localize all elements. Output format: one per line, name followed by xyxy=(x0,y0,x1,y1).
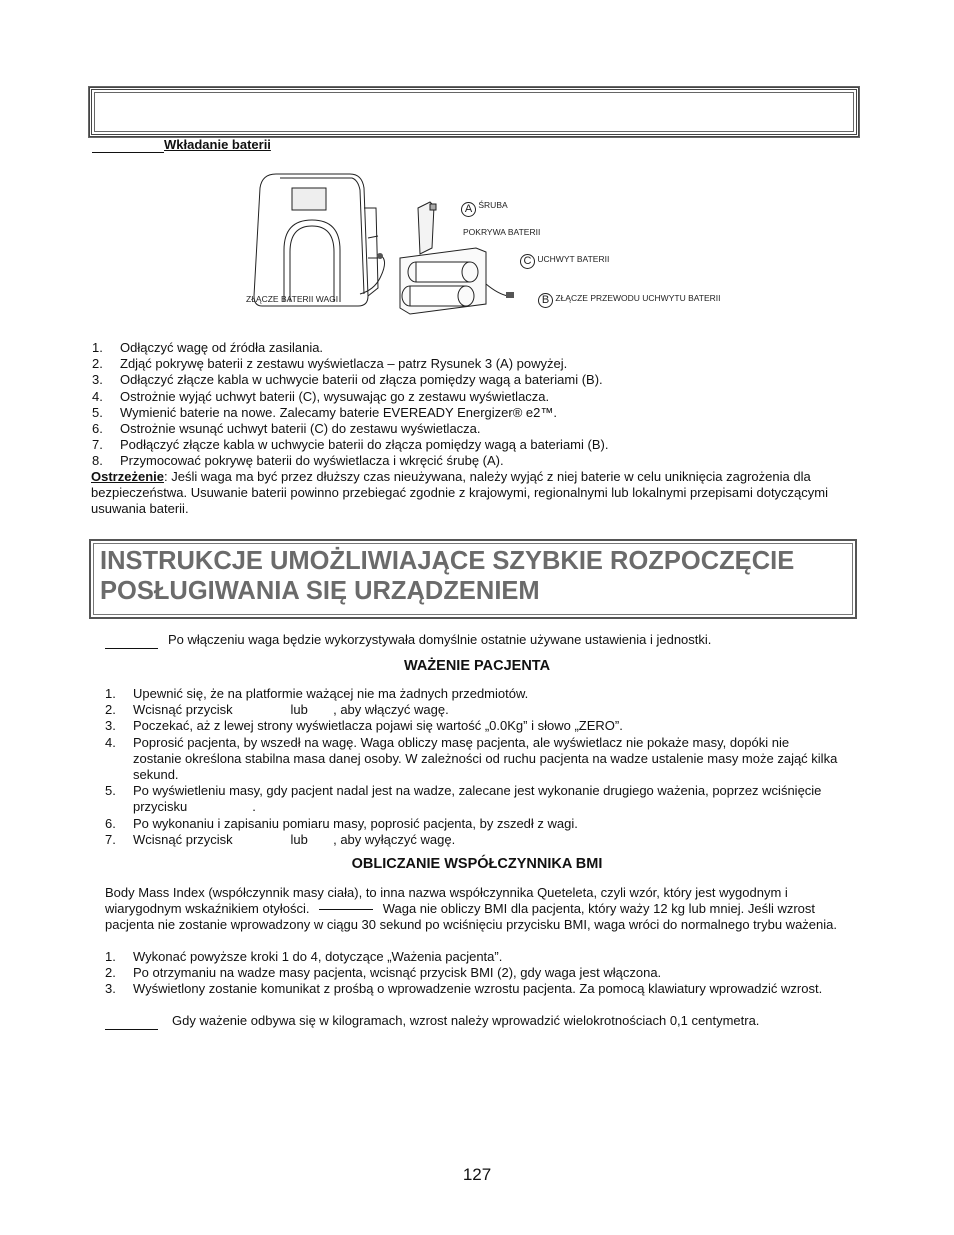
holder-connector xyxy=(506,292,514,298)
list-item: 3. Poczekać, aż z lewej strony wyświetlacza pojawi się wartość „0.0Kg” i słowo „ZERO”. xyxy=(105,718,623,734)
label-b-group xyxy=(538,293,721,308)
note-rule xyxy=(105,1029,158,1030)
label-a-group xyxy=(461,202,508,217)
label-scale-connector: ZŁĄCZE BATERII WAGI xyxy=(246,294,339,304)
bmi-steps xyxy=(105,949,840,998)
list-item: 4. Ostrożnie wyjąć uchwyt baterii (C), wysuwając go z zestawu wyświetlacza. xyxy=(92,388,550,404)
title-line-2: POSŁUGIWANIA SIĘ URZĄDZENIEM xyxy=(100,577,540,605)
display-unit-drawing xyxy=(254,174,379,306)
weighing-steps xyxy=(105,686,840,848)
note-rule-inline xyxy=(319,909,373,910)
label-screw: ŚRUBA xyxy=(478,200,508,210)
battery-steps xyxy=(92,340,852,470)
note-1: Po włączeniu waga będzie wykorzystywała domyślnie ostatnie używane ustawienia i jednostki. xyxy=(168,632,712,647)
holder-cable xyxy=(486,284,508,296)
marker-c: C xyxy=(520,254,535,269)
list-item: 6. Po wykonaniu i zapisaniu pomiaru masy, poprosić pacjenta, by zszedł z wagi. xyxy=(105,815,578,831)
bmi-intro xyxy=(105,885,840,934)
list-item: 7. Wcisnąć przycisk lub , aby wyłączyć wagę. xyxy=(105,831,456,847)
list-item: 4. Poprosić pacjenta, by wszedł na wagę. Waga obliczy masę pacjenta, ale wyświetlacz nie pokaże masy, dopóki nie zostanie określona stabilna masa danej osoby. W zależności od ruchu pacjenta na wadze ustalenie masy może zająć kilka sekund. xyxy=(105,734,838,783)
list-item: 2. Zdjąć pokrywę baterii z zestawu wyświetlacza – patrz Rysunek 3 (A) powyżej. xyxy=(92,356,568,372)
list-item: 6. Ostrożnie wsunąć uchwyt baterii (C) do zestawu wyświetlacza. xyxy=(92,421,481,437)
warning-label: Ostrzeżenie xyxy=(91,469,164,484)
label-cover: POKRYWA BATERII xyxy=(463,227,541,237)
bmi-heading: OBLICZANIE WSPÓŁCZYNNIKA BMI xyxy=(351,856,603,872)
list-item: 5. Wymienić baterie na nowe. Zalecamy baterie EVEREADY Energizer® e2™. xyxy=(92,404,557,420)
label-holder: UCHWYT BATERII xyxy=(537,254,610,264)
list-item: 8. Przymocować pokrywę baterii do wyświetlacza i wkręcić śrubę (A). xyxy=(92,453,504,469)
list-item: 1. Upewnić się, że na platformie ważącej nie ma żadnych przedmiotów. xyxy=(105,686,529,701)
warning-paragraph xyxy=(91,469,853,518)
list-item: 3. Wyświetlony zostanie komunikat z prośbą o wprowadzenie wzrostu pacjenta. Za pomocą klawiatury wprowadzić wzrost. xyxy=(105,981,823,997)
battery-holder-drawing xyxy=(400,248,486,314)
title-line-1: INSTRUKCJE UMOŻLIWIAJĄCE SZYBKIE ROZPOCZĘCIE xyxy=(100,547,795,575)
battery-cover-drawing xyxy=(418,202,436,254)
bmi-intro-a: Body Mass Index (współczynnik masy ciała), to inna nazwa współczynnika Queteleta, czyli wzór, który jest wygodnym i wiarygodnym wskaźnikiem otyłości. xyxy=(105,885,788,917)
label-c-group xyxy=(520,254,609,269)
list-item: 5. Po wyświetleniu masy, gdy pacjent nadal jest na wadze, zalecane jest wykonanie drugiego ważenia, poprzez wciśnięcie przycisku . xyxy=(105,783,826,815)
bmi-intro-b: Waga nie obliczy BMI dla pacjenta, który waży 12 kg lub mniej. Jeśli wzrost pacjenta nie zostanie wprowadzony w ciągu 30 sekund po wciśnięciu przycisku BMI, waga wróci do normalnego trybu ważenia. xyxy=(105,901,837,933)
note-rule xyxy=(105,648,158,649)
label-cable-connector: ZŁĄCZE PRZEWODU UCHWYTU BATERII xyxy=(555,293,721,303)
page-number: 127 xyxy=(462,1165,492,1184)
warning-text: : Jeśli waga ma być przez dłuższy czas nieużywana, należy wyjąć z niej baterie w celu uniknięcia zagrożenia dla bezpieczeństwa. Usuwanie baterii powinno przebiegać zgodnie z krajowymi, regionalnymi lub lokalnymi przepisami dotyczącymi usuwania baterii. xyxy=(91,469,829,517)
weighing-heading: WAŻENIE PACJENTA xyxy=(403,658,551,674)
section-title-box xyxy=(89,87,859,137)
scale-connector xyxy=(377,253,383,259)
list-item: 1. Wykonać powyższe kroki 1 do 4, dotyczące „Ważenia pacjenta”. xyxy=(105,949,503,964)
list-item: 1. Odłączyć wagę od źródła zasilania. xyxy=(92,340,324,355)
battery-heading: Wkładanie baterii xyxy=(164,137,271,152)
list-item: 2. Wcisnąć przycisk lub , aby włączyć wagę. xyxy=(105,702,449,718)
quick-start-title xyxy=(100,546,840,606)
list-item: 3. Odłączyć złącze kabla w uchwycie baterii od złącza pomiędzy wagą a bateriami (B). xyxy=(92,372,603,388)
marker-b: B xyxy=(538,293,553,308)
list-item: 7. Podłączyć złącze kabla w uchwycie baterii do złącza pomiędzy wagą a bateriami (B). xyxy=(92,437,609,453)
note-2: Gdy ważenie odbywa się w kilogramach, wzrost należy wprowadzić wielokrotnościach 0,1 centymetra. xyxy=(172,1013,760,1028)
marker-a: A xyxy=(461,202,476,217)
heading-rule xyxy=(92,152,164,153)
list-item: 2. Po otrzymaniu na wadze masy pacjenta, wcisnąć przycisk BMI (2), gdy waga jest włączona. xyxy=(105,965,662,981)
